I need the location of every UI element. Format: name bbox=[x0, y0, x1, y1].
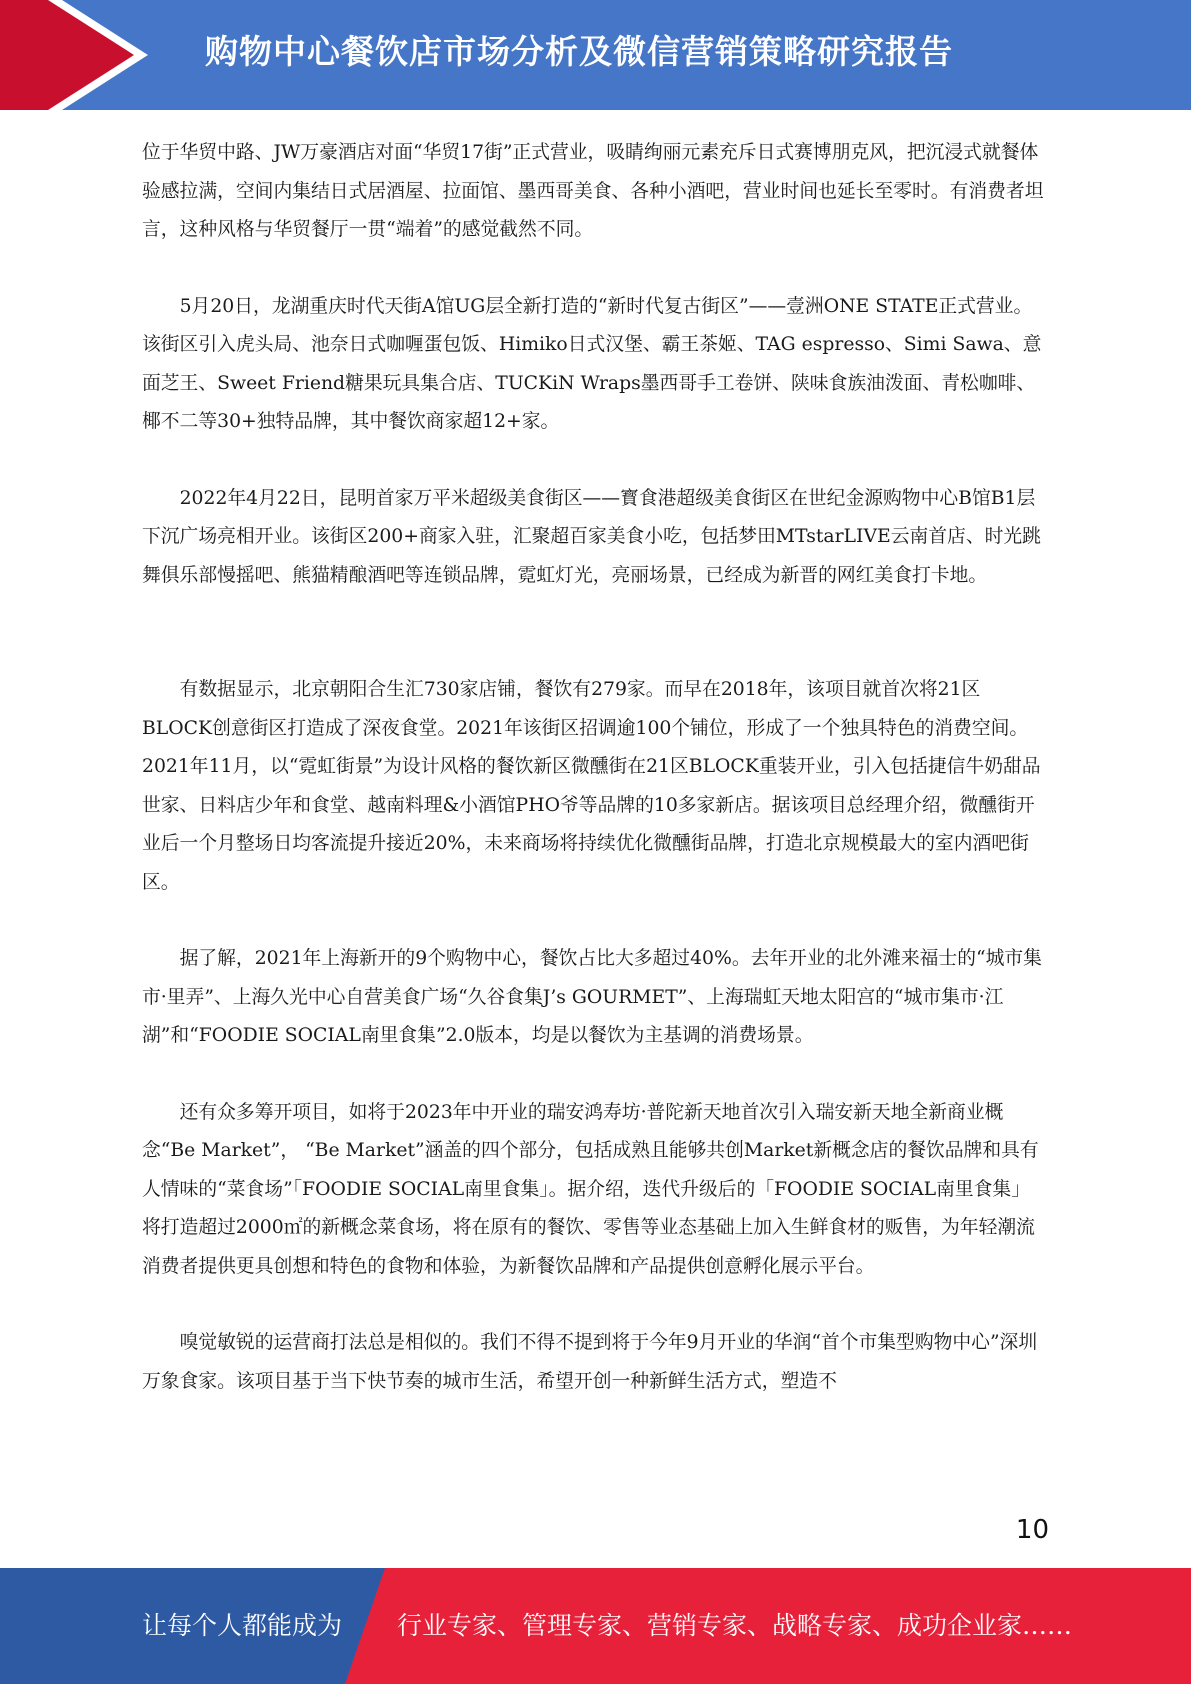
paragraph: 嗅觉敏锐的运营商打法总是相似的。我们不得不提到将于今年9月开业的华润“首个市集型购物中心”深圳万象食家。该项目基于当下快节奏的城市生活，希望开创一种新鲜生活方式，塑造不 bbox=[142, 1332, 1038, 1392]
paragraph: 有数据显示，北京朝阳合生汇730家店铺，餐饮有279家。而早在2018年，该项目就首次将21区BLOCK创意街区打造成了深夜食堂。2021年该街区招调逾100个铺位，形成了一个独具特色的消费空间。2021年11月，以“霓虹街景”为设计风格的餐饮新区微醺街在21区BLOCK重装开业，引入包括捷信牛奶甜品世家、日料店少年和食堂、越南料理&小酒馆PHO爷等品牌的10多家新店。据该项目总经理介绍，微醺街开业后一个月整场日均客流提升接近20%，未来商场将持续优化微醺街品牌，打造北京规模最大的室内酒吧街区。 bbox=[142, 679, 1041, 893]
page-footer bbox=[0, 1568, 1191, 1684]
report-body bbox=[142, 134, 1047, 1401]
footer-slogan-left: 让每个人都能成为 bbox=[142, 1611, 343, 1640]
paragraph: 位于华贸中路、JW万豪酒店对面“华贸17街”正式营业，吸睛绚丽元素充斥日式赛博朋克风，把沉浸式就餐体验感拉满，空间内集结日式居酒屋、拉面馆、墨西哥美食、各种小酒吧，营业时间也延长至零时。有消费者坦言，这种风格与华贸餐厅一贯“端着”的感觉截然不同。 bbox=[142, 142, 1044, 240]
page-number: 10 bbox=[1015, 1515, 1049, 1545]
paragraph: 2022年4月22日，昆明首家万平米超级美食街区——寳食港超级美食街区在世纪金源购物中心B馆B1层下沉广场亮相开业。该街区200+商家入驻，汇聚超百家美食小吃，包括梦田MTstarLIVE云南首店、时光跳舞俱乐部慢摇吧、熊猫精酿酒吧等连锁品牌，霓虹灯光，亮丽场景，已经成为新晋的网红美食打卡地。 bbox=[142, 487, 1041, 586]
footer-slogan-right: 行业专家、管理专家、营销专家、战略专家、成功企业家…… bbox=[397, 1611, 1073, 1640]
page-header bbox=[0, 0, 1191, 110]
paragraph: 5月20日，龙湖重庆时代天街A馆UG层全新打造的“新时代复古街区”——壹洲ONE STATE正式营业。该街区引入虎头局、池奈日式咖喱蛋包饭、Himiko日式汉堡、霸王茶姬、TAG espresso、Simi Sawa、意面芝王、Sweet Friend糖果玩具集合店、TUCKiN Wraps墨西哥手工卷饼、陕味食族油泼面、青松咖啡、椰不二等30+独特品牌，其中餐饮商家超12+家。 bbox=[142, 295, 1042, 432]
report-title: 购物中心餐饮店市场分析及微信营销策略研究报告 bbox=[205, 32, 953, 71]
paragraph: 据了解，2021年上海新开的9个购物中心，餐饮占比大多超过40%。去年开业的北外滩来福士的“城市集市·里弄”、上海久光中心自营美食广场“久谷食集J’s GOURMET”、上海瑞虹天地太阳宫的“城市集市·江湖”和“FOODIE SOCIAL南里食集”2.0版本，均是以餐饮为主基调的消费场景。 bbox=[142, 948, 1042, 1046]
header-chevron-decoration bbox=[0, 0, 160, 110]
paragraph: 还有众多筹开项目，如将于2023年中开业的瑞安鸿寿坊·普陀新天地首次引入瑞安新天地全新商业概念“Be Market”， “Be Market”涵盖的四个部分，包括成熟且能够共创Market新概念店的餐饮品牌和具有人情味的“菜食场”「FOODIE SOCIAL南里食集」。据介绍，迭代升级后的「FOODIE SOCIAL南里食集」将打造超过2000㎡的新概念菜食场，将在原有的餐饮、零售等业态基础上加入生鲜食材的贩售，为年轻潮流消费者提供更具创想和特色的食物和体验，为新餐饮品牌和产品提供创意孵化展示平台。 bbox=[142, 1101, 1039, 1277]
